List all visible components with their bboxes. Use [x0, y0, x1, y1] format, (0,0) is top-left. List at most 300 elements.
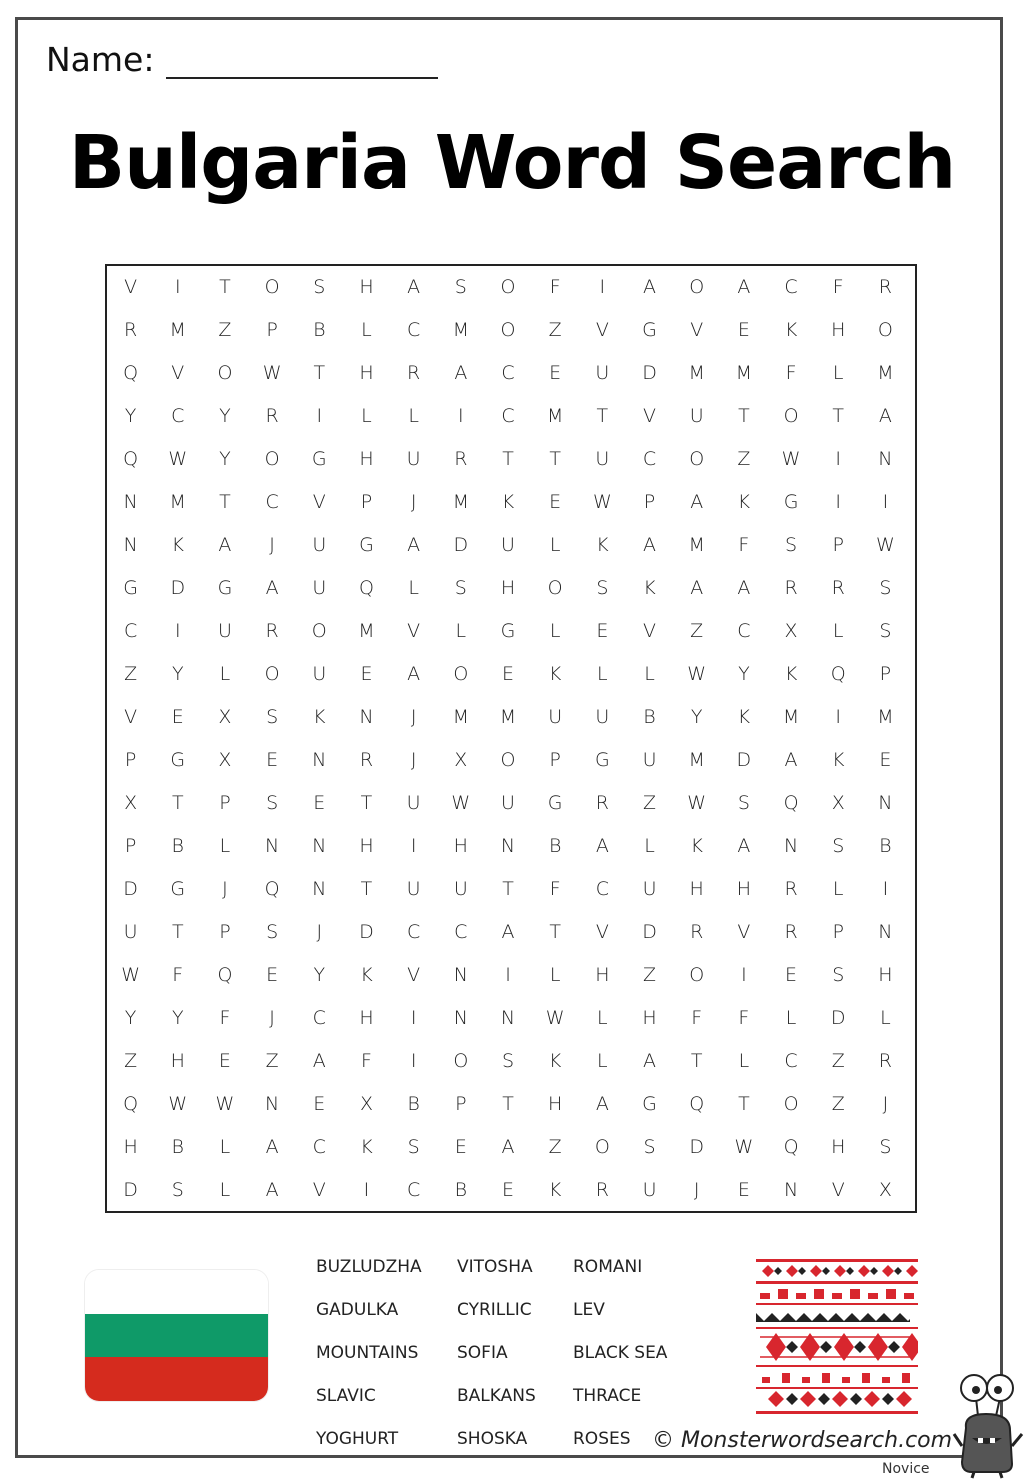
grid-letter[interactable]: O: [877, 319, 893, 342]
grid-letter[interactable]: N: [878, 448, 893, 471]
grid-letter[interactable]: W: [168, 1092, 188, 1115]
grid-letter[interactable]: X: [454, 748, 468, 771]
grid-letter[interactable]: M: [169, 491, 186, 514]
grid-letter[interactable]: T: [549, 448, 561, 471]
grid-letter[interactable]: G: [359, 534, 374, 557]
grid-letter[interactable]: W: [121, 963, 140, 986]
grid-letter[interactable]: U: [501, 534, 515, 557]
grid-letter[interactable]: W: [876, 534, 895, 557]
grid-letter[interactable]: S: [501, 1049, 515, 1072]
grid-letter[interactable]: O: [689, 448, 705, 471]
grid-letter[interactable]: K: [171, 534, 184, 557]
grid-letter[interactable]: L: [219, 1178, 231, 1201]
grid-letter[interactable]: V: [643, 405, 657, 428]
grid-letter[interactable]: X: [218, 748, 232, 771]
grid-letter[interactable]: L: [738, 1049, 750, 1072]
grid-letter[interactable]: J: [410, 748, 417, 771]
grid-letter[interactable]: C: [407, 319, 421, 342]
grid-letter[interactable]: O: [264, 448, 280, 471]
grid-letter[interactable]: L: [832, 362, 844, 385]
grid-letter[interactable]: M: [688, 748, 705, 771]
grid-letter[interactable]: O: [783, 1092, 799, 1115]
grid-letter[interactable]: C: [171, 405, 185, 428]
grid-letter[interactable]: V: [312, 491, 326, 514]
grid-letter[interactable]: L: [880, 1006, 891, 1029]
grid-letter[interactable]: A: [265, 577, 279, 600]
grid-letter[interactable]: C: [312, 1006, 326, 1029]
grid-letter[interactable]: E: [313, 1092, 326, 1115]
grid-letter[interactable]: S: [832, 834, 845, 857]
grid-letter[interactable]: S: [832, 963, 845, 986]
grid-letter[interactable]: D: [170, 577, 186, 600]
grid-letter[interactable]: D: [736, 748, 752, 771]
grid-letter[interactable]: H: [359, 448, 374, 471]
grid-letter[interactable]: M: [358, 620, 375, 643]
grid-letter[interactable]: A: [312, 1049, 326, 1072]
grid-letter[interactable]: N: [500, 1006, 516, 1029]
grid-letter[interactable]: G: [123, 577, 138, 600]
grid-letter[interactable]: S: [171, 1178, 184, 1201]
grid-letter[interactable]: O: [689, 963, 705, 986]
grid-letter[interactable]: K: [737, 706, 751, 728]
grid-letter[interactable]: I: [363, 1178, 370, 1201]
grid-letter[interactable]: P: [219, 791, 231, 814]
grid-letter[interactable]: S: [454, 276, 467, 299]
grid-letter[interactable]: E: [785, 963, 798, 986]
grid-letter[interactable]: H: [831, 1135, 846, 1158]
grid-letter[interactable]: N: [312, 748, 327, 771]
grid-letter[interactable]: A: [784, 748, 798, 771]
grid-letter[interactable]: T: [219, 276, 231, 299]
grid-letter[interactable]: P: [124, 834, 137, 857]
grid-letter[interactable]: R: [454, 448, 468, 471]
grid-letter[interactable]: U: [453, 877, 468, 900]
grid-letter[interactable]: Q: [123, 1092, 139, 1115]
grid-letter[interactable]: G: [170, 877, 186, 900]
grid-letter[interactable]: P: [266, 319, 278, 342]
grid-letter[interactable]: F: [691, 1006, 703, 1029]
grid-letter[interactable]: E: [549, 362, 562, 385]
grid-letter[interactable]: R: [123, 319, 138, 342]
grid-letter[interactable]: M: [735, 362, 753, 385]
grid-letter[interactable]: X: [878, 1178, 892, 1201]
grid-letter[interactable]: C: [265, 491, 279, 514]
grid-letter[interactable]: H: [548, 1092, 563, 1115]
grid-letter[interactable]: C: [784, 276, 798, 299]
grid-letter[interactable]: E: [737, 319, 750, 342]
grid-letter[interactable]: A: [407, 663, 421, 686]
grid-letter[interactable]: S: [785, 534, 798, 557]
grid-letter[interactable]: I: [410, 1049, 417, 1072]
grid-letter[interactable]: R: [784, 920, 798, 943]
grid-letter[interactable]: Z: [265, 1049, 279, 1072]
grid-letter[interactable]: F: [738, 534, 750, 557]
grid-letter[interactable]: E: [266, 748, 279, 771]
grid-letter[interactable]: V: [595, 920, 609, 943]
grid-letter[interactable]: T: [360, 791, 373, 814]
grid-letter[interactable]: N: [123, 491, 138, 514]
grid-letter[interactable]: K: [596, 534, 609, 557]
grid-letter[interactable]: I: [174, 620, 181, 643]
grid-letter[interactable]: R: [831, 577, 845, 600]
grid-letter[interactable]: U: [595, 706, 610, 728]
grid-letter[interactable]: J: [269, 1006, 275, 1029]
grid-letter[interactable]: I: [882, 877, 889, 900]
grid-letter[interactable]: O: [500, 319, 516, 342]
grid-letter[interactable]: P: [832, 534, 844, 557]
grid-letter[interactable]: X: [218, 706, 232, 728]
grid-letter[interactable]: T: [502, 448, 514, 471]
grid-letter[interactable]: T: [171, 791, 184, 814]
grid-letter[interactable]: Q: [123, 448, 139, 471]
grid-letter[interactable]: D: [830, 1006, 846, 1029]
grid-letter[interactable]: M: [546, 405, 564, 428]
grid-letter[interactable]: L: [361, 319, 372, 342]
grid-letter[interactable]: K: [643, 577, 656, 600]
grid-letter[interactable]: K: [784, 319, 798, 342]
grid-letter[interactable]: B: [407, 1092, 420, 1115]
grid-letter[interactable]: T: [502, 877, 514, 900]
grid-letter[interactable]: X: [784, 620, 798, 643]
grid-letter[interactable]: S: [266, 706, 279, 728]
grid-letter[interactable]: M: [782, 706, 800, 728]
grid-letter[interactable]: N: [359, 706, 374, 728]
grid-letter[interactable]: V: [124, 706, 138, 728]
grid-letter[interactable]: M: [499, 706, 517, 728]
grid-letter[interactable]: Q: [123, 362, 139, 385]
grid-letter[interactable]: N: [312, 834, 327, 857]
grid-letter[interactable]: W: [687, 663, 707, 686]
grid-letter[interactable]: X: [124, 791, 138, 814]
grid-letter[interactable]: K: [360, 963, 373, 986]
grid-letter[interactable]: G: [642, 319, 657, 342]
grid-letter[interactable]: F: [549, 276, 561, 299]
grid-letter[interactable]: D: [689, 1135, 705, 1158]
grid-letter[interactable]: D: [642, 920, 657, 943]
grid-letter[interactable]: H: [359, 1006, 374, 1029]
grid-letter[interactable]: W: [592, 491, 612, 514]
grid-letter[interactable]: B: [171, 834, 184, 857]
grid-letter[interactable]: K: [690, 834, 703, 857]
grid-letter[interactable]: A: [501, 1135, 515, 1158]
grid-letter[interactable]: K: [737, 491, 751, 514]
grid-letter[interactable]: P: [879, 663, 892, 686]
grid-letter[interactable]: I: [599, 276, 606, 299]
grid-letter[interactable]: E: [171, 706, 184, 728]
grid-letter[interactable]: H: [736, 877, 752, 900]
grid-letter[interactable]: U: [312, 534, 327, 557]
grid-letter[interactable]: F: [832, 276, 844, 299]
grid-letter[interactable]: W: [262, 362, 282, 385]
grid-letter[interactable]: N: [453, 963, 468, 986]
grid-letter[interactable]: W: [168, 448, 188, 471]
grid-letter[interactable]: V: [124, 276, 138, 299]
grid-letter[interactable]: Z: [548, 1135, 562, 1158]
grid-letter[interactable]: H: [359, 276, 374, 299]
grid-letter[interactable]: I: [835, 706, 842, 728]
grid-letter[interactable]: O: [264, 276, 280, 299]
grid-letter[interactable]: D: [642, 362, 657, 385]
grid-letter[interactable]: S: [266, 791, 279, 814]
grid-letter[interactable]: L: [408, 577, 419, 600]
grid-letter[interactable]: U: [548, 706, 563, 728]
grid-letter[interactable]: D: [359, 920, 374, 943]
grid-letter[interactable]: T: [832, 405, 845, 428]
grid-letter[interactable]: R: [265, 620, 279, 643]
grid-letter[interactable]: S: [596, 577, 609, 600]
grid-letter[interactable]: I: [882, 491, 889, 514]
grid-letter[interactable]: J: [882, 1092, 889, 1115]
grid-letter[interactable]: S: [454, 577, 467, 600]
grid-letter[interactable]: U: [642, 1178, 657, 1201]
grid-letter[interactable]: F: [549, 877, 561, 900]
grid-letter[interactable]: I: [410, 834, 417, 857]
grid-letter[interactable]: Z: [643, 791, 657, 814]
grid-letter[interactable]: A: [595, 834, 609, 857]
grid-letter[interactable]: L: [644, 834, 655, 857]
grid-letter[interactable]: T: [549, 920, 561, 943]
grid-letter[interactable]: O: [547, 577, 563, 600]
grid-letter[interactable]: L: [549, 963, 561, 986]
grid-letter[interactable]: T: [690, 1049, 703, 1072]
grid-letter[interactable]: C: [501, 362, 515, 385]
grid-letter[interactable]: C: [595, 877, 609, 900]
grid-letter[interactable]: C: [737, 620, 751, 643]
grid-letter[interactable]: B: [548, 834, 562, 857]
grid-letter[interactable]: W: [545, 1006, 565, 1029]
grid-letter[interactable]: N: [878, 791, 893, 814]
grid-letter[interactable]: S: [737, 791, 750, 814]
grid-letter[interactable]: E: [360, 663, 373, 686]
grid-letter[interactable]: O: [500, 276, 516, 299]
grid-letter[interactable]: M: [688, 534, 705, 557]
grid-letter[interactable]: M: [452, 706, 470, 728]
grid-letter[interactable]: U: [501, 791, 515, 814]
grid-letter[interactable]: V: [690, 319, 704, 342]
grid-letter[interactable]: I: [410, 1006, 417, 1029]
grid-letter[interactable]: I: [835, 491, 842, 514]
grid-letter[interactable]: R: [784, 877, 798, 900]
grid-letter[interactable]: L: [219, 663, 231, 686]
grid-letter[interactable]: E: [879, 748, 892, 771]
grid-letter[interactable]: Y: [124, 1006, 137, 1029]
grid-letter[interactable]: I: [505, 963, 511, 986]
grid-letter[interactable]: T: [738, 1092, 750, 1115]
grid-letter[interactable]: T: [171, 920, 184, 943]
grid-letter[interactable]: H: [453, 834, 468, 857]
grid-letter[interactable]: G: [783, 491, 799, 514]
grid-letter[interactable]: N: [500, 834, 516, 857]
grid-letter[interactable]: I: [458, 405, 464, 428]
grid-letter[interactable]: Z: [831, 1092, 845, 1115]
grid-letter[interactable]: E: [549, 491, 562, 514]
grid-letter[interactable]: S: [879, 577, 892, 600]
grid-letter[interactable]: Y: [313, 963, 326, 986]
grid-letter[interactable]: Q: [783, 791, 799, 814]
grid-letter[interactable]: K: [548, 663, 562, 686]
grid-letter[interactable]: A: [737, 276, 751, 299]
grid-letter[interactable]: V: [312, 1178, 326, 1201]
grid-letter[interactable]: Z: [643, 963, 657, 986]
grid-letter[interactable]: Z: [690, 620, 704, 643]
grid-letter[interactable]: U: [217, 620, 232, 643]
grid-letter[interactable]: Q: [217, 963, 233, 986]
grid-letter[interactable]: P: [455, 1092, 467, 1115]
grid-letter[interactable]: P: [360, 491, 373, 514]
grid-letter[interactable]: E: [454, 1135, 467, 1158]
grid-letter[interactable]: U: [312, 577, 327, 600]
grid-letter[interactable]: V: [643, 620, 657, 643]
grid-letter[interactable]: T: [596, 405, 609, 428]
grid-letter[interactable]: K: [501, 491, 515, 514]
grid-letter[interactable]: Y: [171, 663, 184, 686]
grid-letter[interactable]: W: [215, 1092, 235, 1115]
grid-letter[interactable]: V: [595, 319, 609, 342]
grid-letter[interactable]: G: [547, 791, 563, 814]
grid-letter[interactable]: R: [878, 276, 892, 299]
grid-letter[interactable]: R: [690, 920, 704, 943]
grid-letter[interactable]: F: [360, 1049, 372, 1072]
grid-letter[interactable]: R: [878, 1049, 892, 1072]
grid-letter[interactable]: J: [410, 706, 417, 728]
grid-letter[interactable]: M: [877, 362, 894, 385]
grid-letter[interactable]: L: [219, 1135, 231, 1158]
grid-letter[interactable]: S: [879, 620, 892, 643]
grid-letter[interactable]: Q: [264, 877, 280, 900]
grid-letter[interactable]: C: [407, 1178, 421, 1201]
grid-letter[interactable]: Z: [831, 1049, 845, 1072]
grid-letter[interactable]: N: [878, 920, 893, 943]
grid-letter[interactable]: P: [643, 491, 656, 514]
grid-letter[interactable]: H: [359, 362, 374, 385]
grid-letter[interactable]: R: [407, 362, 421, 385]
grid-letter[interactable]: K: [548, 1178, 562, 1201]
grid-letter[interactable]: J: [316, 920, 323, 943]
grid-letter[interactable]: Z: [218, 319, 232, 342]
grid-letter[interactable]: R: [784, 577, 798, 600]
grid-letter[interactable]: P: [549, 748, 561, 771]
grid-letter[interactable]: E: [501, 1178, 514, 1201]
grid-letter[interactable]: O: [453, 1049, 469, 1072]
grid-letter[interactable]: E: [218, 1049, 231, 1072]
grid-letter[interactable]: A: [643, 276, 657, 299]
grid-letter[interactable]: T: [738, 405, 750, 428]
grid-letter[interactable]: H: [500, 577, 516, 600]
grid-letter[interactable]: R: [595, 791, 609, 814]
grid-letter[interactable]: A: [690, 491, 704, 514]
grid-letter[interactable]: O: [689, 276, 705, 299]
grid-letter[interactable]: C: [642, 448, 657, 471]
grid-letter[interactable]: H: [689, 877, 704, 900]
grid-letter[interactable]: C: [407, 920, 421, 943]
grid-letter[interactable]: Q: [783, 1135, 799, 1158]
grid-letter[interactable]: O: [217, 362, 233, 385]
grid-letter[interactable]: N: [783, 834, 799, 857]
grid-letter[interactable]: O: [783, 405, 799, 428]
grid-letter[interactable]: E: [501, 663, 514, 686]
grid-letter[interactable]: N: [265, 834, 280, 857]
grid-letter[interactable]: G: [170, 748, 186, 771]
grid-letter[interactable]: A: [407, 276, 421, 299]
grid-letter[interactable]: B: [879, 834, 892, 857]
grid-letter[interactable]: T: [360, 877, 373, 900]
grid-letter[interactable]: G: [311, 448, 327, 471]
grid-letter[interactable]: X: [359, 1092, 373, 1115]
grid-letter[interactable]: L: [597, 1049, 608, 1072]
grid-letter[interactable]: A: [265, 1135, 279, 1158]
grid-letter[interactable]: A: [407, 534, 421, 557]
grid-letter[interactable]: W: [451, 791, 471, 814]
grid-letter[interactable]: R: [359, 748, 374, 771]
grid-letter[interactable]: O: [453, 663, 469, 686]
grid-letter[interactable]: J: [693, 1178, 700, 1201]
grid-letter[interactable]: V: [407, 963, 421, 986]
grid-letter[interactable]: L: [832, 620, 844, 643]
grid-letter[interactable]: U: [689, 405, 704, 428]
grid-letter[interactable]: C: [784, 1049, 798, 1072]
grid-letter[interactable]: C: [312, 1135, 326, 1158]
grid-letter[interactable]: Z: [124, 1049, 138, 1072]
grid-letter[interactable]: Q: [689, 1092, 705, 1115]
grid-letter[interactable]: L: [597, 1006, 608, 1029]
grid-letter[interactable]: K: [548, 1049, 562, 1072]
grid-letter[interactable]: H: [642, 1006, 657, 1029]
grid-letter[interactable]: V: [737, 920, 751, 943]
grid-letter[interactable]: M: [688, 362, 705, 385]
grid-letter[interactable]: A: [218, 534, 232, 557]
grid-letter[interactable]: J: [410, 491, 417, 514]
grid-letter[interactable]: C: [123, 620, 138, 643]
grid-letter[interactable]: P: [832, 920, 844, 943]
grid-letter[interactable]: A: [737, 577, 751, 600]
grid-letter[interactable]: K: [831, 748, 845, 771]
grid-letter[interactable]: J: [269, 534, 275, 557]
grid-letter[interactable]: V: [831, 1178, 845, 1201]
grid-letter[interactable]: O: [594, 1135, 610, 1158]
grid-letter[interactable]: U: [406, 448, 421, 471]
grid-letter[interactable]: K: [360, 1135, 373, 1158]
grid-letter[interactable]: S: [407, 1135, 420, 1158]
grid-letter[interactable]: Y: [219, 405, 231, 428]
grid-letter[interactable]: A: [454, 362, 468, 385]
grid-letter[interactable]: R: [265, 405, 279, 428]
grid-letter[interactable]: X: [831, 791, 845, 814]
grid-letter[interactable]: Y: [690, 706, 703, 728]
grid-letter[interactable]: U: [595, 448, 610, 471]
grid-letter[interactable]: D: [453, 534, 469, 557]
grid-letter[interactable]: A: [501, 920, 515, 943]
grid-letter[interactable]: U: [312, 663, 327, 686]
grid-letter[interactable]: W: [687, 791, 707, 814]
grid-letter[interactable]: L: [219, 834, 231, 857]
grid-letter[interactable]: Y: [219, 448, 231, 471]
grid-letter[interactable]: D: [123, 1178, 138, 1201]
grid-letter[interactable]: W: [734, 1135, 754, 1158]
grid-letter[interactable]: T: [502, 1092, 514, 1115]
grid-letter[interactable]: L: [549, 534, 561, 557]
grid-letter[interactable]: P: [124, 748, 137, 771]
grid-letter[interactable]: L: [549, 620, 561, 643]
grid-letter[interactable]: L: [597, 663, 608, 686]
grid-letter[interactable]: G: [594, 748, 610, 771]
grid-letter[interactable]: V: [407, 620, 421, 643]
grid-letter[interactable]: E: [313, 791, 326, 814]
grid-letter[interactable]: F: [219, 1006, 231, 1029]
grid-letter[interactable]: D: [123, 877, 138, 900]
grid-letter[interactable]: A: [878, 405, 892, 428]
grid-letter[interactable]: Y: [171, 1006, 184, 1029]
grid-letter[interactable]: P: [219, 920, 231, 943]
